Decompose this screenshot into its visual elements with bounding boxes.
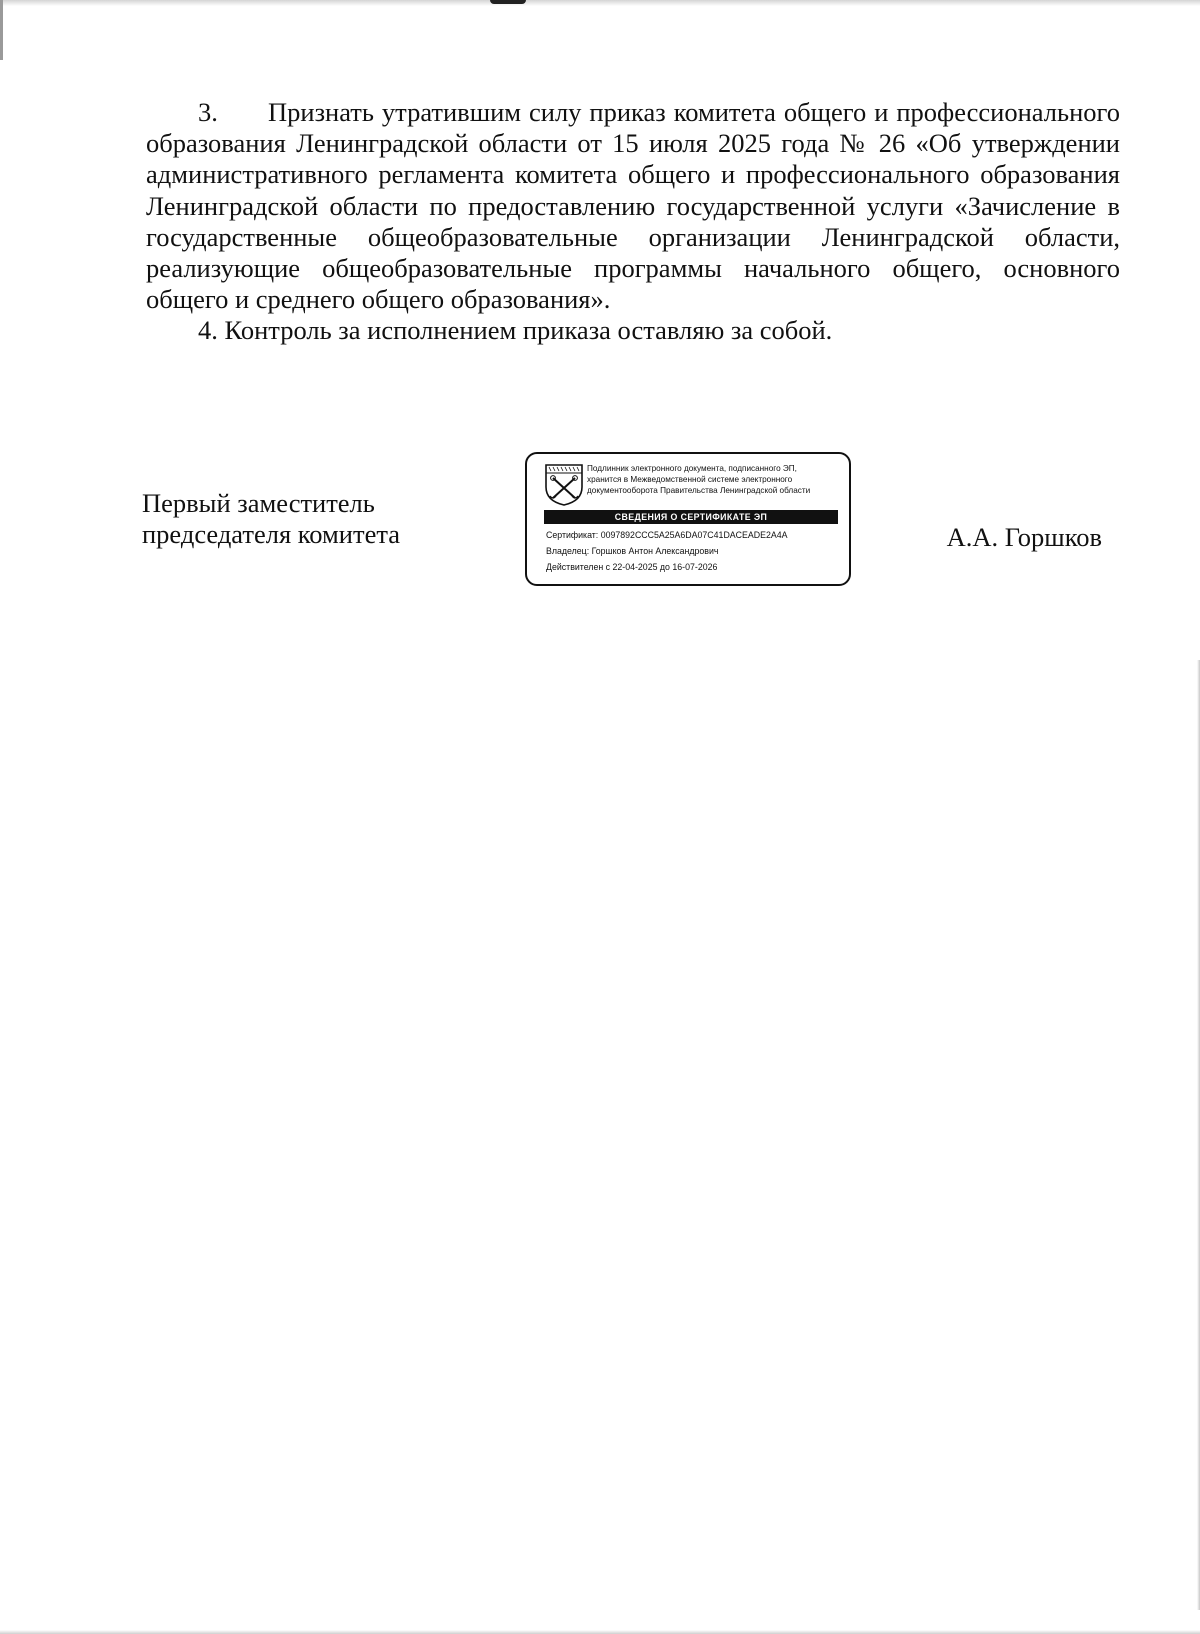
stamp-notice-line-1: Подлинник электронного документа, подписанного ЭП, xyxy=(587,464,797,473)
signer-name: А.А. Горшков xyxy=(946,522,1102,552)
stamp-notice-line-2: хранится в Межведомственной системе электронного xyxy=(587,475,793,485)
paragraph-4: 4. Контроль за исполнением приказа оставляю за собой. xyxy=(198,315,833,346)
stamp-notice-line-3: документооборота Правительства Ленинградской области xyxy=(587,486,811,496)
stamp-validity: Действителен с 22-04-2025 до 16-07-2026 xyxy=(546,562,718,572)
paragraph-3 xyxy=(146,97,1120,315)
signer-position xyxy=(142,488,400,550)
coat-of-arms-icon xyxy=(544,463,584,507)
scan-edge-top xyxy=(0,0,1200,6)
scan-edge-left xyxy=(0,0,3,60)
scan-mark xyxy=(490,0,526,4)
signer-position-line-2: председателя комитета xyxy=(142,519,400,549)
scan-edge-bottom xyxy=(0,1630,1200,1634)
document-body xyxy=(146,97,1120,347)
stamp-certificate: Сертификат: 0097892CCC5A25A6DA07C41DACEADE2A4A xyxy=(546,530,788,540)
signer-position-line-1: Первый заместитель xyxy=(142,488,375,518)
paragraph-3-number: 3. xyxy=(198,97,218,127)
stamp-notice xyxy=(587,463,849,497)
paragraph-3-text: Признать утратившим силу приказ комитета общего и профессионального образования Ленинградской области от 15 июля 2025 года № 26 «Об утверждении административного регламента комитета общего и профессионального образования Ленинградской области по предоставлению государственной услуги «Зачисление в государственные общеобразовательные организации Ленинградской области, реализующие общеобразовательные программы начального общего, основного общего и среднего общего образования». xyxy=(146,97,1120,315)
stamp-band-title: СВЕДЕНИЯ О СЕРТИФИКАТЕ ЭП xyxy=(544,510,838,524)
stamp-owner: Владелец: Горшков Антон Александрович xyxy=(546,546,719,556)
electronic-signature-stamp xyxy=(525,452,851,586)
